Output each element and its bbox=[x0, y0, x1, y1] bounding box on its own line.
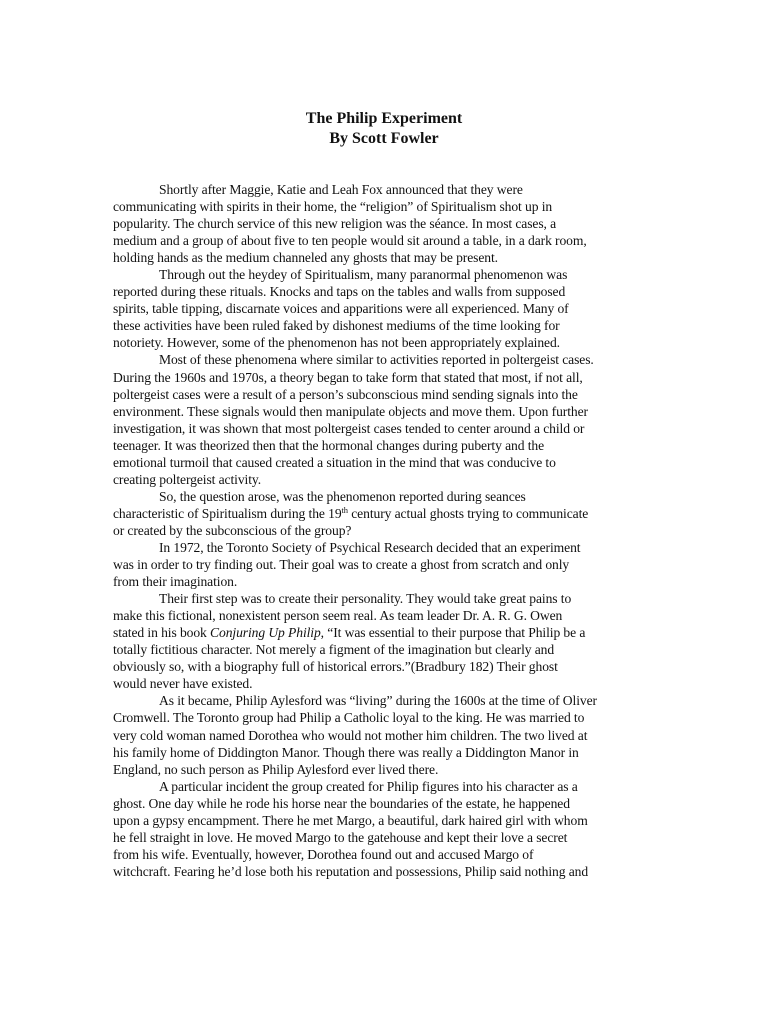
text-line: notoriety. However, some of the phenomenon has not been appropriately explained. bbox=[113, 335, 560, 351]
text-line: medium and a group of about five to ten people would sit around a table, in a dark room, bbox=[113, 233, 587, 249]
text-line: investigation, it was shown that most poltergeist cases tended to center around a child or bbox=[113, 420, 585, 436]
text-line: upon a gypsy encampment. There he met Margo, a beautiful, dark haired girl with whom bbox=[113, 812, 588, 828]
text-run: , “It was essential to their purpose that Philip be a bbox=[320, 625, 586, 641]
text-line bbox=[113, 505, 658, 522]
text-run: characteristic of Spiritualism during the 19 bbox=[113, 505, 342, 521]
paragraph bbox=[113, 266, 658, 351]
paragraph bbox=[113, 692, 658, 777]
text-line bbox=[113, 624, 658, 641]
paragraph bbox=[113, 488, 658, 539]
text-line: teenager. It was theorized then that the hormonal changes during puberty and the bbox=[113, 437, 545, 453]
document-byline: By Scott Fowler bbox=[329, 130, 439, 147]
text-line: As it became, Philip Aylesford was “living” during the 1600s at the time of Oliver bbox=[159, 693, 597, 709]
text-line: very cold woman named Dorothea who would not mother him children. The two lived at bbox=[113, 727, 588, 743]
title-block bbox=[0, 109, 768, 149]
text-line: was in order to try finding out. Their goal was to create a ghost from scratch and only bbox=[113, 557, 570, 573]
text-line: England, no such person as Philip Aylesford ever lived there. bbox=[113, 761, 439, 777]
text-run: century actual ghosts trying to communicate bbox=[347, 505, 589, 521]
text-line: he fell straight in love. He moved Margo to the gatehouse and kept their love a secret bbox=[113, 829, 568, 845]
paragraph bbox=[113, 539, 658, 590]
text-line: witchcraft. Fearing he’d lose both his reputation and possessions, Philip said nothing and bbox=[113, 863, 589, 879]
text-line: or created by the subconscious of the group? bbox=[113, 522, 352, 538]
superscript: th bbox=[341, 504, 348, 515]
text-line: ghost. One day while he rode his horse near the boundaries of the estate, he happened bbox=[113, 795, 570, 811]
text-line: his family home of Diddington Manor. Though there was really a Diddington Manor in bbox=[113, 744, 579, 760]
text-line: Their first step was to create their personality. They would take great pains to bbox=[159, 591, 572, 607]
text-line: popularity. The church service of this new religion was the séance. In most cases, a bbox=[113, 216, 557, 232]
text-line: During the 1960s and 1970s, a theory began to take form that stated that most, if not all, bbox=[113, 369, 583, 385]
text-line: would never have existed. bbox=[113, 676, 253, 692]
text-line: obviously so, with a biography full of historical errors.”(Bradbury 182) Their ghost bbox=[113, 659, 558, 675]
text-line: communicating with spirits in their home, the “religion” of Spiritualism shot up in bbox=[113, 199, 553, 215]
paragraph bbox=[113, 778, 658, 880]
text-line: emotional turmoil that caused created a situation in the mind that was conducive to bbox=[113, 454, 556, 470]
paragraph bbox=[113, 181, 658, 266]
text-line: Cromwell. The Toronto group had Philip a Catholic loyal to the king. He was married to bbox=[113, 710, 585, 726]
text-line: Shortly after Maggie, Katie and Leah Fox announced that they were bbox=[159, 182, 523, 197]
text-line: poltergeist cases were a result of a person’s subconscious mind sending signals into the bbox=[113, 386, 578, 402]
document-title: The Philip Experiment bbox=[305, 110, 463, 127]
text-line: environment. These signals would then manipulate objects and move them. Upon further bbox=[113, 403, 588, 419]
text-line: A particular incident the group created for Philip figures into his character as a bbox=[159, 778, 578, 794]
text-run: stated in his book bbox=[113, 625, 211, 641]
text-line: totally fictitious character. Not merely a figment of the imagination but clearly and bbox=[113, 642, 555, 658]
text-line: In 1972, the Toronto Society of Psychical Research decided that an experiment bbox=[159, 539, 581, 555]
text-line: reported during these rituals. Knocks and taps on the tables and walls from supposed bbox=[113, 284, 566, 300]
text-line: Through out the heydey of Spiritualism, many paranormal phenomenon was bbox=[159, 267, 568, 283]
paragraph bbox=[113, 351, 658, 487]
text-line: creating poltergeist activity. bbox=[113, 471, 261, 487]
book-title: Conjuring Up Philip bbox=[210, 625, 321, 641]
text-line: So, the question arose, was the phenomenon reported during seances bbox=[159, 488, 526, 504]
text-line: make this fictional, nonexistent person seem real. As team leader Dr. A. R. G. Owen bbox=[113, 608, 563, 624]
document-body bbox=[113, 181, 658, 880]
text-line: Most of these phenomena where similar to activities reported in poltergeist cases. bbox=[159, 352, 594, 368]
text-line: holding hands as the medium channeled any ghosts that may be present. bbox=[113, 250, 498, 266]
text-line: these activities have been ruled faked by dishonest mediums of the time looking for bbox=[113, 318, 560, 334]
text-line: from their imagination. bbox=[113, 574, 238, 590]
paragraph bbox=[113, 590, 658, 692]
text-line: from his wife. Eventually, however, Dorothea found out and accused Margo of bbox=[113, 846, 534, 862]
text-line: spirits, table tipping, discarnate voices and apparitions were all experienced. Many of bbox=[113, 301, 569, 317]
